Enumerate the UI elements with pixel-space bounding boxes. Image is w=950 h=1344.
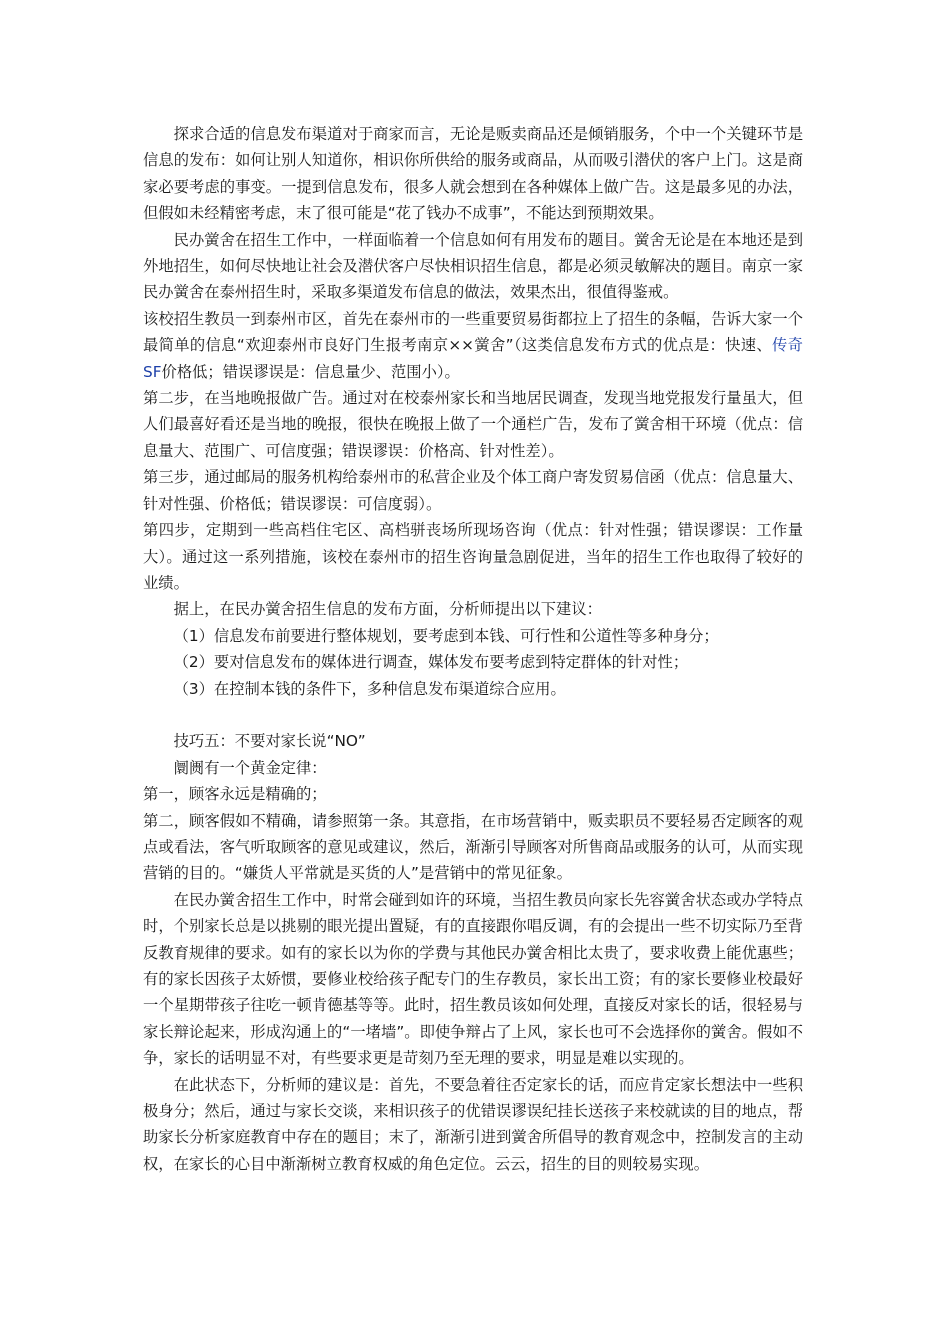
paragraph-step-two: 第二步，在当地晚报做广告。通过对在校泰州家长和当地居民调查，发现当地党报发行量虽大，但人们最喜好看还是当地的晚报，很快在晚报上做了一个通栏广告，发布了黉舍相干环境（优点：信息量大、范围广、可信度强；错误谬误：价格高、针对性差）。 bbox=[143, 389, 803, 460]
paragraph-golden-rule: 阛阓有一个黄金定律： bbox=[173, 758, 327, 777]
inline-link[interactable]: 传奇 SF bbox=[143, 336, 803, 381]
paragraph-channel-intro: 探求合适的信息发布渠道对于商家而言，无论是贩卖商品还是倾销服务，个中一个关键环节是信息的发布：如何让别人知道你，相识你所供给的服务或商品，从而吸引潜伏的客户上门。这是商家必要考虑的事变。一提到信息发布，很多人就会想到在各种媒体上做广告。这是最多见的办法，但假如未经精密考虑，末了很可能是“花了钱办不成事”，不能达到预期效果。 bbox=[143, 125, 803, 223]
paragraph-step-three: 第三步，通过邮局的服务机构给泰州市的私营企业及个体工商户寄发贸易信函（优点：信息量大、针对性强、价格低；错误谬误：可信度弱）。 bbox=[143, 468, 803, 513]
blank-line bbox=[143, 702, 803, 728]
paragraph-analyst-advice: 在此状态下，分析师的建议是：首先，不要急着往否定家长的话，而应肯定家长想法中一些积极身分；然后，通过与家长交谈，来相识孩子的优错误谬误纪挂长送孩子来校就读的目的地点，帮助家长分析家庭教育中存在的题目；末了，渐渐引进到黉舍所倡导的教育观念中，控制发言的主动权，在家长的心目中渐渐树立教育权威的角色定位。云云，招生的目的则较易实现。 bbox=[143, 1075, 803, 1173]
suggestion-item-2: （2）要对信息发布的媒体进行调查，媒体发布要考虑到特定群体的针对性； bbox=[173, 653, 689, 672]
rule-item-2: 第二，顾客假如不精确，请参照第一条。其意指，在市场营销中，贩卖职员不要轻易否定顾客的观点或看法，客气听取顾客的意见或建议，然后，渐渐引导顾客对所售商品或服务的认可，从而实现营销的目的。“嫌货人平常就是买货的人”是营销中的常见征象。 bbox=[143, 811, 803, 883]
paragraph-step-one bbox=[143, 306, 803, 385]
section-heading: 技巧五：不要对家长说“NO” bbox=[173, 732, 366, 751]
paragraph-school-case: 民办黉舍在招生工作中，一样面临着一个信息如何有用发布的题目。黉舍无论是在本地还是到外地招生，如何尽快地让社会及潜伏客户尽快相识招生信息，都是必须灵敏解决的题目。南京一家民办黉舍在泰州招生时，采取多渠道发布信息的做法，效果杰出，很值得鉴戒。 bbox=[143, 230, 803, 302]
suggestion-item-3: （3）在控制本钱的条件下，多种信息发布渠道综合应用。 bbox=[173, 679, 566, 698]
step-one-text-after: 价格低；错误谬误是：信息量少、范围小）。 bbox=[161, 362, 460, 381]
suggestion-item-1: （1）信息发布前要进行整体规划，要考虑到本钱、可行性和公道性等多种身分； bbox=[173, 626, 719, 645]
step-one-text-before: 该校招生教员一到泰州市区，首先在泰州市的一些重要贸易街都拉上了招生的条幅，告诉大家一个最简单的信息“欢迎泰州市良好门生报考南京××黉舍”（这类信息发布方式的优点是：快速、 bbox=[143, 309, 803, 355]
rule-item-1: 第一，顾客永远是精确的； bbox=[143, 785, 327, 804]
document-body bbox=[143, 121, 803, 1177]
paragraph-suggestions-lead: 据上，在民办黉舍招生信息的发布方面，分析师提出以下建议： bbox=[173, 600, 602, 619]
paragraph-parent-objections: 在民办黉舍招生工作中，时常会碰到如许的环境，当招生教员向家长先容黉舍状态或办学特点时，个别家长总是以挑剔的眼光提出置疑，有的直接跟你唱反调，有的会提出一些不切实际乃至背反教育规律的要求。如有的家长以为你的学费与其他民办黉舍相比太贵了，要求收费上能优惠些；有的家长因孩子太娇惯，要修业校给孩子配专门的生存教员，家长出工资；有的家长要修业校最好一个星期带孩子往吃一顿肯德基等等。此时，招生教员该如何处理，直接反对家长的话，很轻易与家长辩论起来，形成沟通上的“一堵墙”。即使争辩占了上风，家长也可不会选择你的黉舍。假如不争，家长的话明显不对，有些要求更是苛刻乃至无理的要求，明显是难以实现的。 bbox=[143, 890, 803, 1068]
paragraph-step-four: 第四步，定期到一些高档住宅区、高档骈丧场所现场咨询（优点：针对性强；错误谬误：工作量大）。通过这一系列措施，该校在泰州市的招生咨询量急剧促进，当年的招生工作也取得了较好的业绩。 bbox=[143, 521, 803, 592]
